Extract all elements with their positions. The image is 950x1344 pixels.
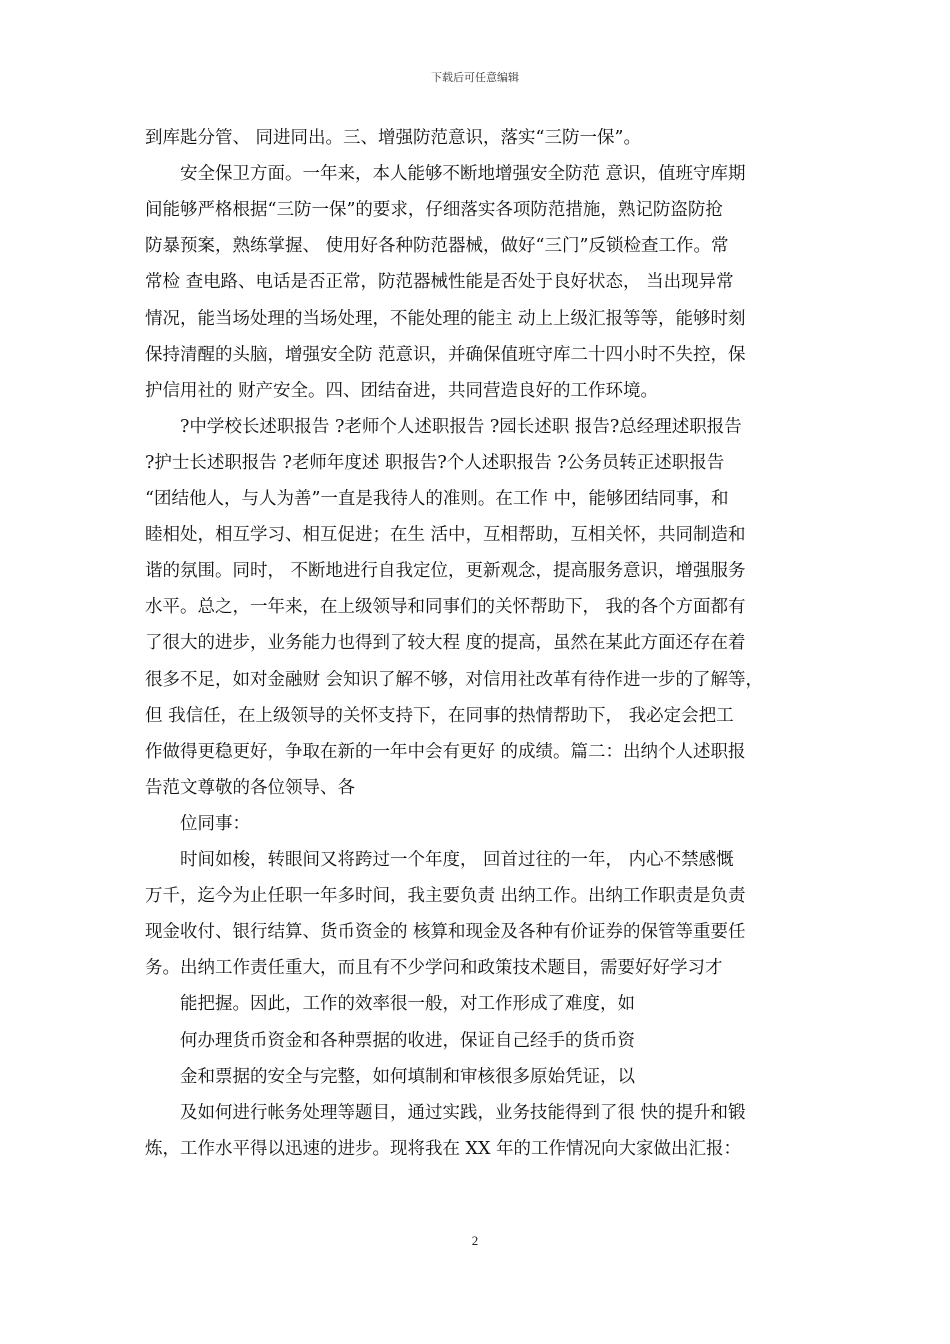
text-line: 务。出纳工作责任重大，而且有不少学问和政策技术题目，需要好好学习才 <box>145 958 723 979</box>
text-line: 位同事： <box>145 813 250 834</box>
text-line: 了很大的进步，业务能力也得到了较大程 度的提高，虽然在某此方面还存在着 <box>145 633 746 654</box>
text-line: 防暴预案，熟练掌握、 使用好各种防范器械，做好“三门”反锁检查工作。常 <box>145 236 729 257</box>
text-line: 护信用社的 财产安全。四、团结奋进，共同营造良好的工作环境。 <box>145 380 659 401</box>
page-header: 下载后可任意编辑 <box>431 71 519 84</box>
text-line: 安全保卫方面。一年来，本人能够不断地增强安全防范 意识，值班守库期 <box>145 164 746 185</box>
text-line: 炼，工作水平得以迅速的进步。现将我在 XX 年的工作情况向大家做出汇报： <box>145 1138 742 1159</box>
text-line: 间能够严格根据“三防一保”的要求，仔细落实各项防范措施，熟记防盗防抢 <box>145 200 723 221</box>
text-line: ?护士长述职报告 ?老师年度述 职报告?个人述职报告 ?公务员转正述职报告 <box>145 452 725 473</box>
text-line: 告范文尊敬的各位领导、各 <box>145 777 355 798</box>
text-line: 很多不足，如对金融财 会知识了解不够，对信用社改革有待作进一步的了解等， <box>145 669 764 690</box>
text-line: 情况，能当场处理的当场处理，不能处理的能主 动上上级汇报等等，能够时刻 <box>145 308 746 329</box>
text-line: 但 我信任，在上级领导的关怀支持下，在同事的热情帮助下， 我必定会把工 <box>145 705 734 726</box>
page-number: 2 <box>471 1233 479 1248</box>
text-line: 作做得更稳更好，争取在新的一年中会有更好 的成绩。篇二：出纳个人述职报 <box>145 741 746 762</box>
text-line: “团结他人，与人为善”一直是我待人的准则。在工作 中，能够团结同事，和 <box>145 489 729 509</box>
text-line: 时间如梭，转眼间又将跨过一个年度， 回首过往的一年， 内心不禁感慨 <box>145 850 734 870</box>
text-line: 能把握。因此，工作的效率很一般，对工作形成了难度，如 <box>145 994 635 1015</box>
text-line: 及如何进行帐务处理等题目，通过实践，业务技能得到了很 快的提升和锻 <box>145 1102 746 1123</box>
text-line: 常检 查电路、电话是否正常，防范器械性能是否处于良好状态， 当出现异常 <box>145 272 734 293</box>
text-line: ?中学校长述职报告 ?老师个人述职报告 ?园长述职 报告?总经理述职报告 <box>145 416 742 437</box>
text-line: 睦相处，相互学习、相互促进；在生 活中，互相帮助，互相关怀，共同制造和 <box>145 525 746 546</box>
text-line: 保持清醒的头脑，增强安全防 范意识，并确保值班守库二十四小时不失控，保 <box>145 344 746 365</box>
text-line: 现金收付、银行结算、货币资金的 核算和现金及各种有价证券的保管等重要任 <box>145 922 746 943</box>
text-line: 谐的氛围。同时， 不断地进行自我定位，更新观念，提高服务意识，增强服务 <box>145 561 746 582</box>
text-line: 到库匙分管、 同进同出。三、增强防范意识，落实“三防一保”。 <box>145 128 641 148</box>
text-line: 万千，迄今为止任职一年多时间，我主要负责 出纳工作。出纳工作职责是负责 <box>145 886 746 907</box>
text-line: 水平。总之，一年来，在上级领导和同事们的关怀帮助下， 我的各个方面都有 <box>145 597 746 618</box>
text-line: 金和票据的安全与完整，如何填制和审核很多原始凭证，以 <box>145 1066 635 1087</box>
text-line: 何办理货币资金和各种票据的收进，保证自己经手的货币资 <box>145 1030 635 1051</box>
